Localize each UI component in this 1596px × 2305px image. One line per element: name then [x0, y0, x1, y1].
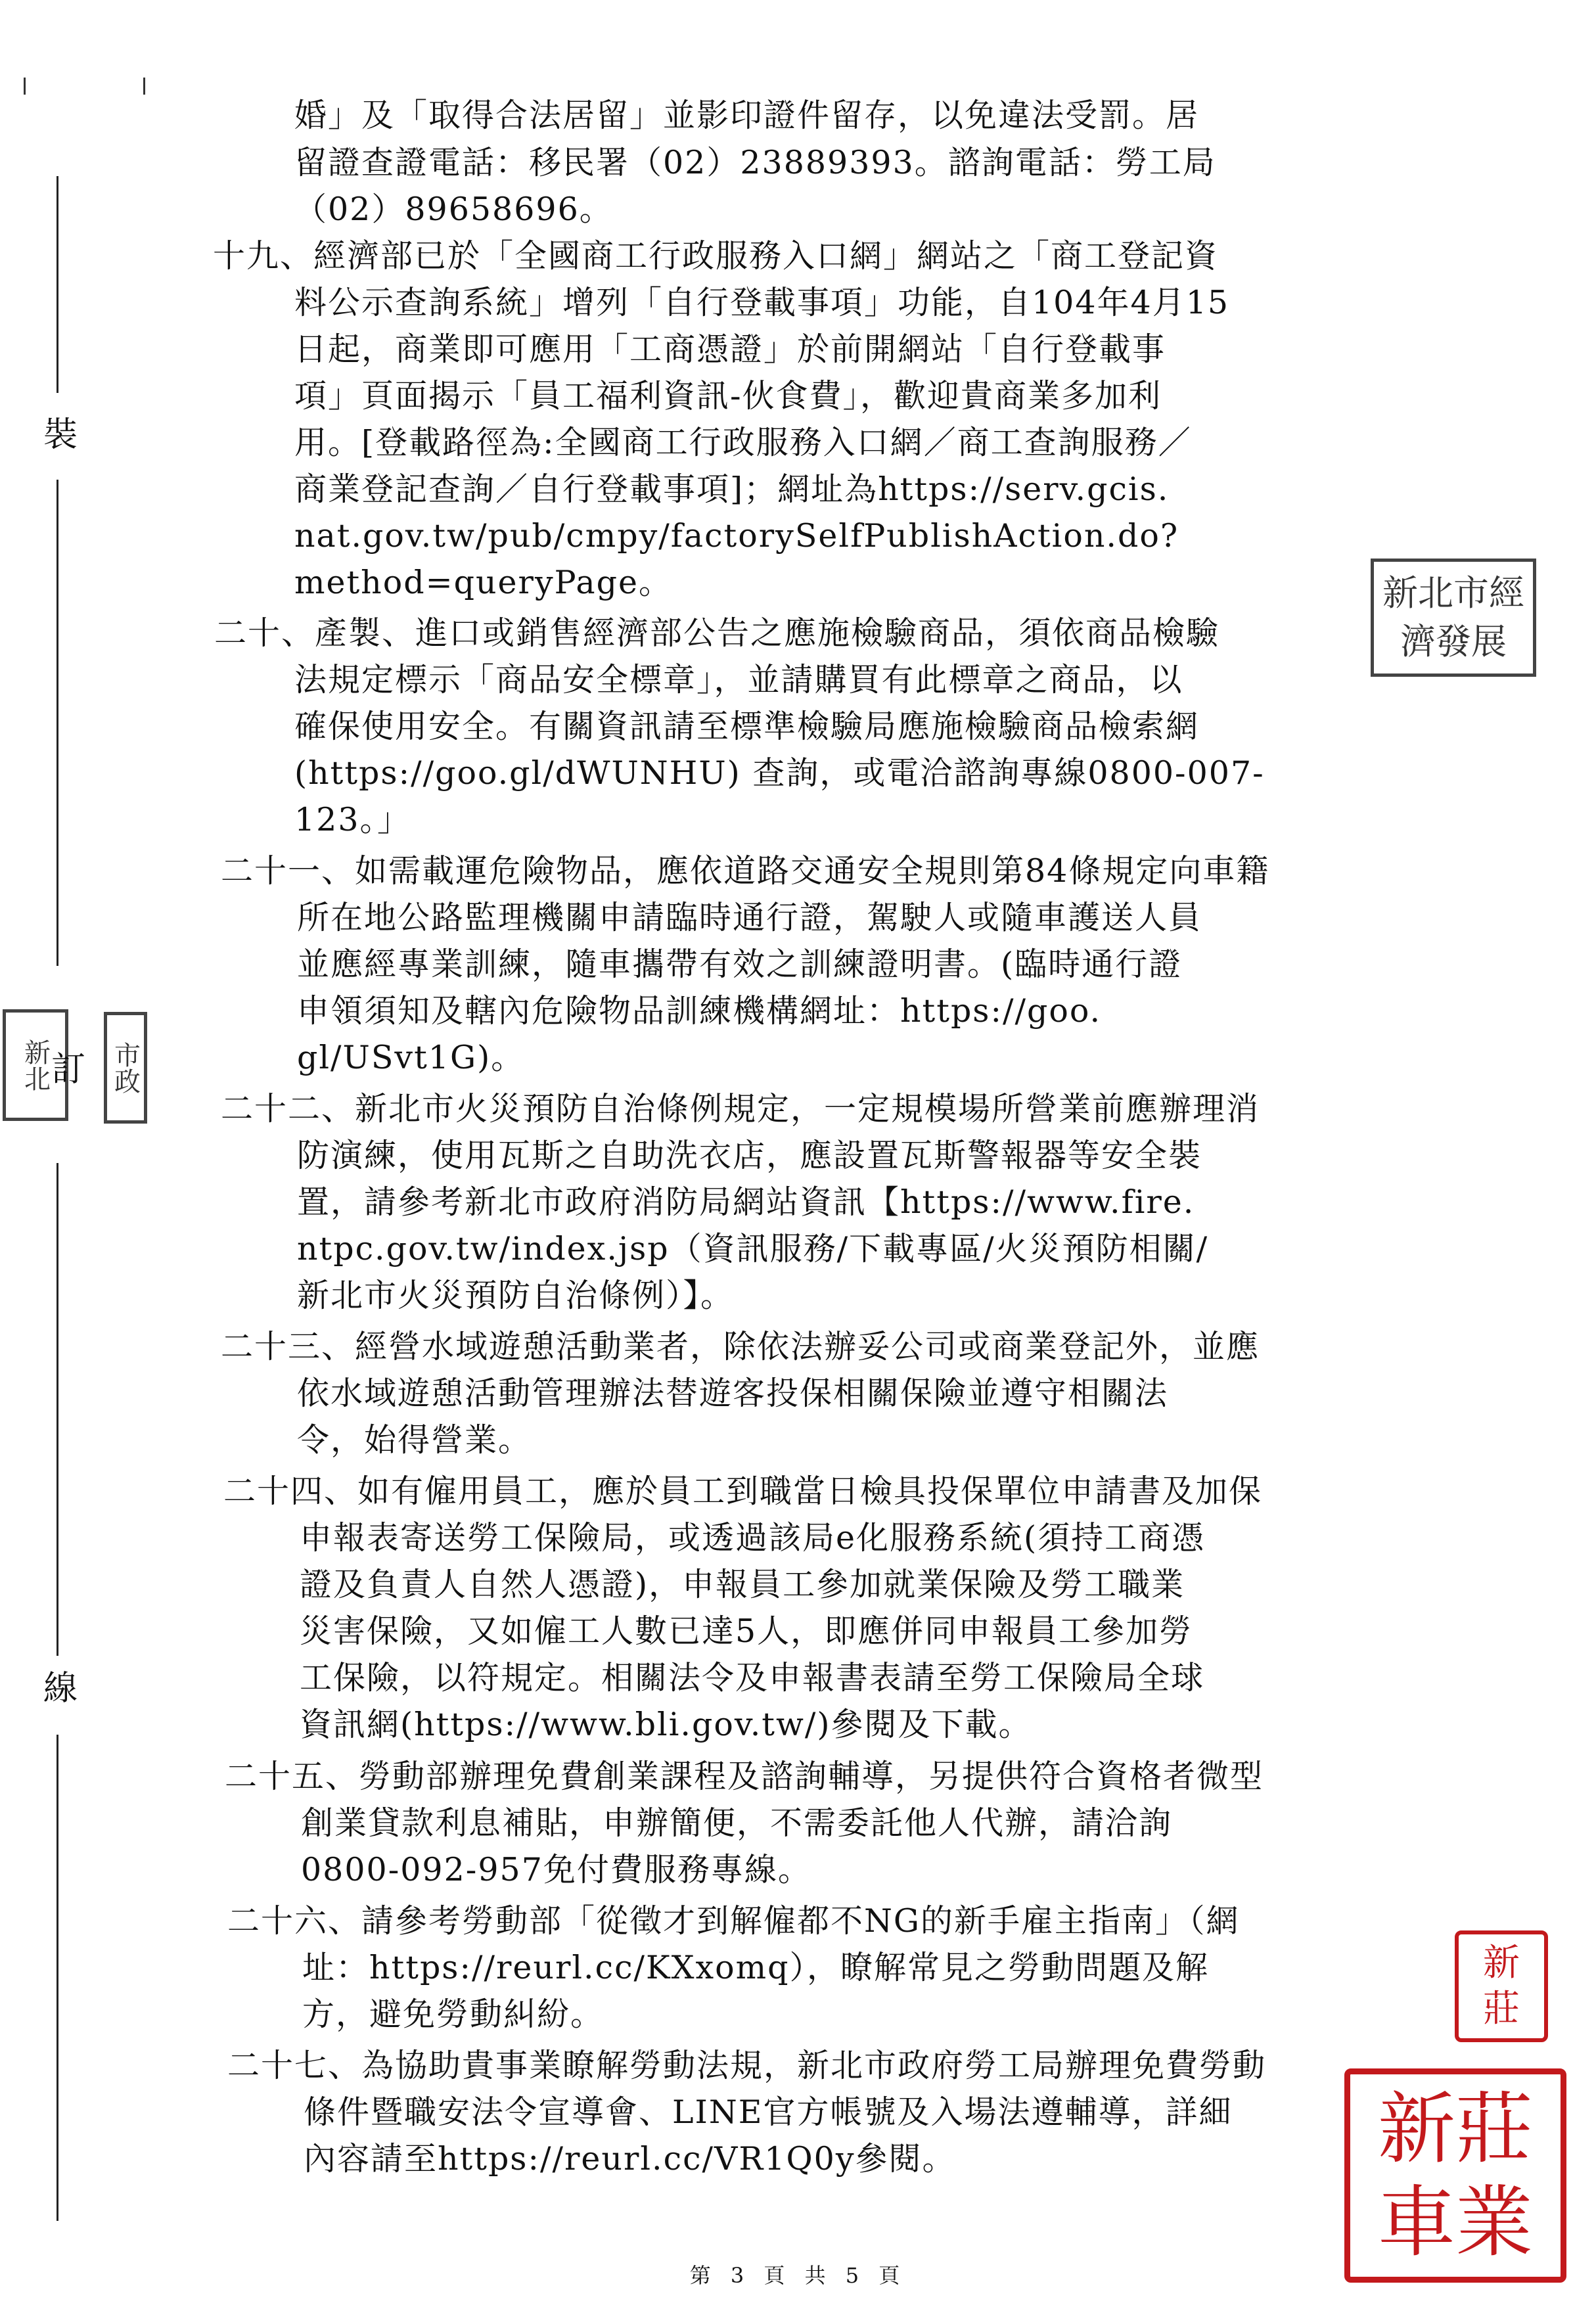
binding-line: [57, 480, 58, 966]
text-line: 用。[登載路徑為:全國商工行政服務入口網／商工查詢服務／: [294, 424, 1192, 461]
text-line: 災害保險，又如僱工人數已達5人，即應併同申報員工參加勞: [300, 1612, 1193, 1650]
text-line: 條件暨職安法令宣導會、LINE官方帳號及入場法遵輔導，詳細: [304, 2093, 1233, 2131]
text-line: 二十七、為協助貴事業瞭解勞動法規，新北市政府勞工局辦理免費勞動: [227, 2047, 1267, 2084]
text-line: 確保使用安全。有關資訊請至標準檢驗局應施檢驗商品檢索網: [294, 708, 1200, 745]
text-line: 並應經專業訓練，隨車攜帶有效之訓練證明書。(臨時通行證: [297, 946, 1183, 983]
text-line: nat.gov.tw/pub/cmpy/factorySelfPublishAction.do?: [294, 517, 1179, 555]
text-line: 令，始得營業。: [297, 1421, 532, 1459]
text-line: 123。」: [294, 801, 411, 838]
text-line: method=queryPage。: [294, 564, 673, 601]
binding-label-bottom: 線: [43, 1669, 78, 1708]
text-line: 二十三、經營水域遊憩活動業者，除依法辦妥公司或商業登記外，並應: [221, 1328, 1260, 1365]
text-line: 二十二、新北市火災預防自治條例規定，一定規模場所營業前應辦理消: [221, 1090, 1260, 1128]
margin-seal-left: 新北: [3, 1009, 68, 1121]
margin-tick: [143, 78, 145, 95]
red-seal-large: 新莊車業: [1344, 2068, 1566, 2283]
text-line: 0800-092-957免付費服務專線。: [301, 1851, 811, 1888]
binding-line: [57, 1163, 58, 1656]
text-line: 留證查證電話：移民署（02）23889393。諮詢電話：勞工局: [294, 144, 1216, 181]
text-line: 工保險，以符規定。相關法令及申報書表請至勞工保險局全球: [300, 1659, 1205, 1697]
text-line: 證及負責人自然人憑證)，申報員工參加就業保險及勞工職業: [300, 1566, 1185, 1603]
text-line: 二十六、請參考勞動部「從徵才到解僱都不NG的新手雇主指南」（網: [227, 1902, 1240, 1940]
text-line: 商業登記查詢／自行登載事項]；網址為https://serv.gcis.: [294, 470, 1170, 508]
text-line: 二十、產製、進口或銷售經濟部公告之應施檢驗商品，須依商品檢驗: [214, 614, 1220, 652]
text-line: 料公示查詢系統」增列「自行登載事項」功能，自104年4月15: [294, 284, 1230, 321]
text-line: 十九、經濟部已於「全國商工行政服務入口網」網站之「商工登記資: [213, 237, 1219, 275]
text-line: 資訊網(https://www.bli.gov.tw/)參閱及下載。: [300, 1706, 1032, 1743]
text-line: 方，避免勞動糾紛。: [302, 1996, 604, 2033]
text-line: 創業貸款利息補貼，申辦簡便，不需委託他人代辦，請洽詢: [301, 1804, 1173, 1842]
text-line: 二十一、如需載運危險物品，應依道路交通安全規則第84條規定向車籍: [221, 852, 1270, 890]
red-seal-small: 新莊: [1455, 1930, 1548, 2042]
text-line: 申領須知及轄內危險物品訓練機構網址：https://goo.: [297, 992, 1102, 1030]
text-line: 二十五、勞動部辦理免費創業課程及諮詢輔導，另提供符合資格者微型: [225, 1758, 1264, 1795]
margin-seal-right: 市政: [104, 1012, 147, 1124]
text-line: 置，請參考新北市政府消防局網站資訊【https://www.fire.: [297, 1183, 1195, 1221]
text-line: 內容請至https://reurl.cc/VR1Q0y參閱。: [304, 2140, 956, 2178]
text-line: 新北市火災預防自治條例）】。: [297, 1277, 735, 1314]
margin-tick: [24, 78, 26, 95]
text-line: 日起，商業即可應用「工商憑證」於前開網站「自行登載事: [294, 331, 1166, 368]
text-line: ntpc.gov.tw/index.jsp（資訊服務/下載專區/火災預防相關/: [297, 1230, 1209, 1267]
text-line: gl/USvt1G)。: [297, 1039, 525, 1076]
page-footer: 第 3 頁 共 5 頁: [689, 2263, 907, 2288]
text-line: 防演練，使用瓦斯之自助洗衣店，應設置瓦斯警報器等安全裝: [297, 1137, 1202, 1174]
binding-label-top: 裝: [43, 415, 78, 455]
binding-line: [57, 1735, 58, 2221]
text-line: 二十四、如有僱用員工，應於員工到職當日檢具投保單位申請書及加保: [223, 1472, 1263, 1510]
text-line: 婚」及「取得合法居留」並影印證件留存，以免違法受罰。居: [294, 97, 1200, 134]
text-line: (https://goo.gl/dWUNHU) 查詢，或電洽諮詢專線0800-007-: [294, 754, 1265, 792]
text-line: 申報表寄送勞工保險局，或透過該局e化服務系統(須持工商憑: [300, 1519, 1206, 1557]
text-line: 依水域遊憩活動管理辦法替遊客投保相關保險並遵守相關法: [297, 1375, 1169, 1412]
gray-seal-right: 新北市經濟發展: [1371, 559, 1536, 677]
text-line: 項」頁面揭示「員工福利資訊-伙食費」，歡迎貴商業多加利: [294, 377, 1162, 415]
text-line: 址：https://reurl.cc/KXxomq），瞭解常見之勞動問題及解: [302, 1949, 1209, 1986]
text-line: 法規定標示「商品安全標章」，並請購買有此標章之商品，以: [294, 661, 1183, 698]
text-line: （02）89658696。: [294, 191, 613, 228]
binding-label-middle: 訂: [51, 1050, 86, 1089]
text-line: 所在地公路監理機關申請臨時通行證，駕駛人或隨車護送人員: [297, 899, 1202, 936]
binding-line: [57, 176, 58, 393]
